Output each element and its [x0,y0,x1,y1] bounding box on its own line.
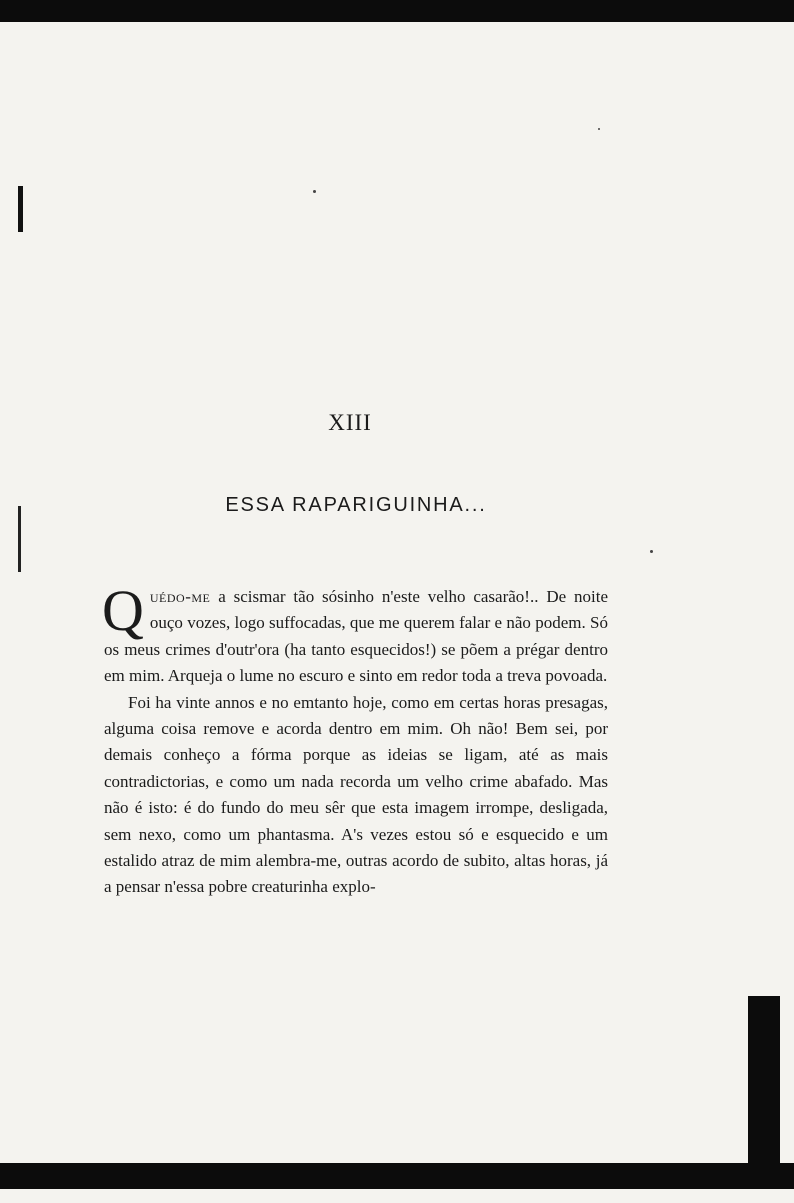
paragraph [102,578,608,690]
scan-speck [650,550,653,553]
chapter-body [102,578,608,901]
paragraph-text: Foi ha vinte annos e no emtanto hoje, como em certas horas presagas, alguma coisa remove e acorda dentro em mim. Oh não! Bem sei, por demais conheço a fórma porque as ideias se ligam, até as mais contradictorias, e como um nada recorda um velho crime abafado. Mas não é isto: é do fundo do meu sêr que esta imagem irrompe, desligada, sem nexo, como um phantasma. A's vezes estou só e esquecido e um estalido atraz de mim alembra-me, outras acordo de subito, altas horas, já a pensar n'essa pobre creaturinha explo- [104,692,608,897]
scan-border-bottom [0,1163,794,1189]
paragraph-text: a scismar tão sósinho n'este velho casarão!.. De noite ouço vozes, logo suffocadas, que me querem falar e não podem. Só os meus crimes d'outr'ora (ha tanto esquecidos!) se põem a prégar dentro em mim. Arqueja o lume no escuro e sinto em redor toda a treva povoada. [104,587,608,686]
scan-speck [598,128,600,130]
lead-in: uédo-me [149,587,211,606]
scan-speck [313,190,316,193]
chapter-title: ESSA RAPARIGUINHA... [225,494,487,516]
scan-border-right [748,996,780,1172]
chapter-number: XIII [328,410,372,435]
paragraph [104,690,608,901]
drop-cap: Q [102,578,144,643]
scan-mark-left [18,186,23,232]
scan-border-top [0,0,794,22]
